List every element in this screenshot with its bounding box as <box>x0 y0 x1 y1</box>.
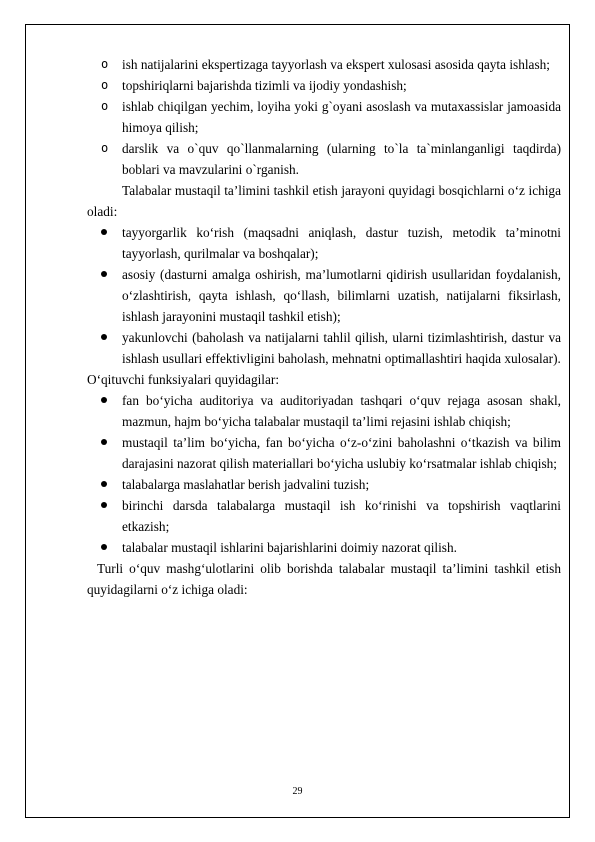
bullet-icon <box>101 334 107 340</box>
list-item-text: talabalarga maslahatlar berish jadvalini tuzish; <box>122 477 370 492</box>
list-item <box>87 96 561 138</box>
list-open-circle <box>87 54 561 180</box>
list-item-text: ish natijalarini ekspertizaga tayyorlash va ekspert xulosasi asosida qayta ishlash; <box>122 57 550 72</box>
list-item-text: ishlab chiqilgan yechim, loyiha yoki g`oyani asoslash va mutaxassislar jamoasida himoya qilish; <box>122 99 561 135</box>
list-item-text: asosiy (dasturni amalga oshirish, ma’lumotlarni qidirish usullaridan foydalanish, o‘zlashtirish, qayta ishlash, qo‘llash, bilimlarni uzatish, natijalarni fiksirlash, ishlash jarayonini mustaqil tashkil etish); <box>122 267 561 324</box>
paragraph-organization: Turli o‘quv mashg‘ulotlarini olib borishda talabalar mustaqil ta’limini tashkil etish quyidagilarni o‘z ichiga oladi: <box>87 561 561 597</box>
list-item <box>87 264 561 327</box>
bullet-icon <box>101 271 107 277</box>
list-item <box>87 75 561 96</box>
bullet-icon <box>101 397 107 403</box>
list-item <box>87 537 561 558</box>
list-item-text: tayyorgarlik ko‘rish (maqsadni aniqlash, dastur tuzish, metodik ta’minotni tayyorlash, qurilmalar va boshqalar); <box>122 225 561 261</box>
list-item-text: darslik va o`quv qo`llanmalarning (ularning to`la ta`minlanganligi taqdirda) boblari va mavzularini o`rganish. <box>122 141 561 177</box>
list-item <box>87 222 561 264</box>
list-item <box>87 432 561 474</box>
list-item-text: fan bo‘yicha auditoriya va auditoriyadan tashqari o‘quv rejaga asosan shakl, mazmun, hajm bo‘yicha talabalar mustaqil ta’limi rejasini ishlab chiqish; <box>122 393 561 429</box>
page-number: 29 <box>292 786 303 797</box>
circle-bullet-icon: o <box>101 99 109 113</box>
list-item-text: topshiriqlarni bajarishda tizimli va ijodiy yondashish; <box>122 78 407 93</box>
bullet-icon <box>101 544 107 550</box>
circle-bullet-icon: o <box>101 57 109 71</box>
list-item-text: yakunlovchi (baholash va natijalarni tahlil qilish, ularni tizimlashtirish, dastur va ishlash usullari effektivligini baholash, mehnatni optimallashtiri haqida xulosalar). <box>122 330 561 366</box>
list-item-text: talabalar mustaqil ishlarini bajarishlarini doimiy nazorat qilish. <box>122 540 457 555</box>
list-stages <box>87 222 561 369</box>
paragraph-stages-intro: Talabalar mustaqil ta’limini tashkil etish jarayoni quyidagi bosqichlarni o‘z ichiga oladi: <box>87 183 561 219</box>
bullet-icon <box>101 502 107 508</box>
list-item <box>87 54 561 75</box>
list-item <box>87 327 561 369</box>
circle-bullet-icon: o <box>101 141 109 155</box>
list-item-text: birinchi darsda talabalarga mustaqil ish ko‘rinishi va topshirish vaqtlarini etkazish; <box>122 498 561 534</box>
paragraph-teacher-functions: O‘qituvchi funksiyalari quyidagilar: <box>87 372 280 387</box>
list-item <box>87 474 561 495</box>
list-item <box>87 138 561 180</box>
bullet-icon <box>101 481 107 487</box>
circle-bullet-icon: o <box>101 78 109 92</box>
list-item-text: mustaqil ta’lim bo‘yicha, fan bo‘yicha o‘z-o‘zini baholashni o‘tkazish va bilim darajasini nazorat qilish materiallari bo‘yicha uslubiy ko‘rsatmalar ishlab chiqish; <box>122 435 561 471</box>
list-teacher-functions <box>87 390 561 558</box>
bullet-icon <box>101 439 107 445</box>
document-body <box>87 54 561 600</box>
list-item <box>87 390 561 432</box>
bullet-icon <box>101 229 107 235</box>
list-item <box>87 495 561 537</box>
